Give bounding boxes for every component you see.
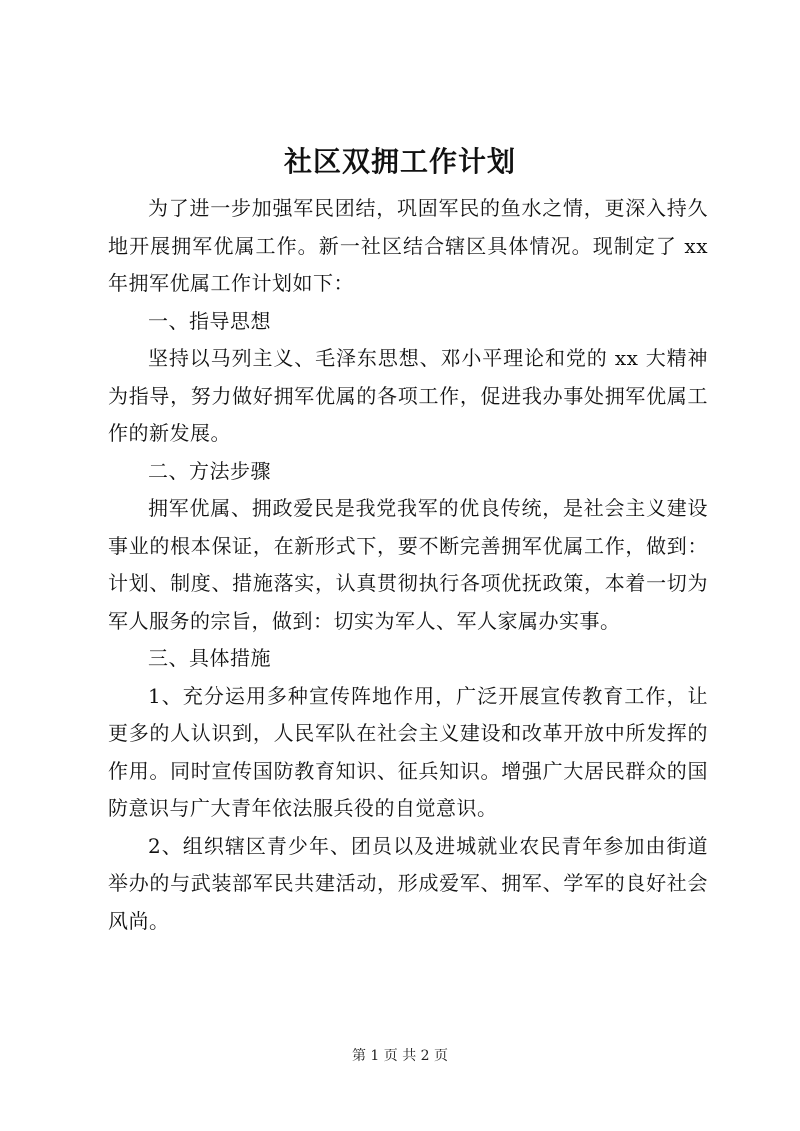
section-heading-methods: 二、方法步骤 [148,458,271,483]
paragraph-measure-1: 1、充分运用多种宣传阵地作用，广泛开展宣传教育工作，让更多的人认识到，人民军队在社会主义建设和改革开放中所发挥的作用。同时宣传国防教育知识、征兵知识。增强广大居民群众的国防意识与广大青年依法服兵役的自觉意识。 [108,683,708,820]
paragraph-intro: 为了进一步加强军民团结，巩固军民的鱼水之情，更深入持久地开展拥军优属工作。新一社区结合辖区具体情况。现制定了 xx 年拥军优属工作计划如下： [108,196,708,295]
paragraph-methods: 拥军优属、拥政爱民是我党我军的优良传统，是社会主义建设事业的根本保证，在新形式下，要不断完善拥军优属工作，做到：计划、制度、措施落实，认真贯彻执行各项优抚政策，本着一切为军人服务的宗旨，做到：切实为军人、军人家属办实事。 [108,496,708,633]
page-number-footer: 第 1 页 共 2 页 [351,1048,449,1064]
document-title: 社区双拥工作计划 [283,145,516,178]
section-heading-measures: 三、具体措施 [148,646,271,670]
section-heading-guiding-ideology: 一、指导思想 [148,308,271,333]
paragraph-guiding-ideology: 坚持以马列主义、毛泽东思想、邓小平理论和党的 xx 大精神为指导，努力做好拥军优属的各项工作，促进我办事处拥军优属工作的新发展。 [108,346,708,445]
document-body [108,190,708,940]
paragraph-measure-2: 2、组织辖区青少年、团员以及进城就业农民青年参加由街道举办的与武装部军民共建活动，形成爱军、拥军、学军的良好社会风尚。 [108,833,708,933]
